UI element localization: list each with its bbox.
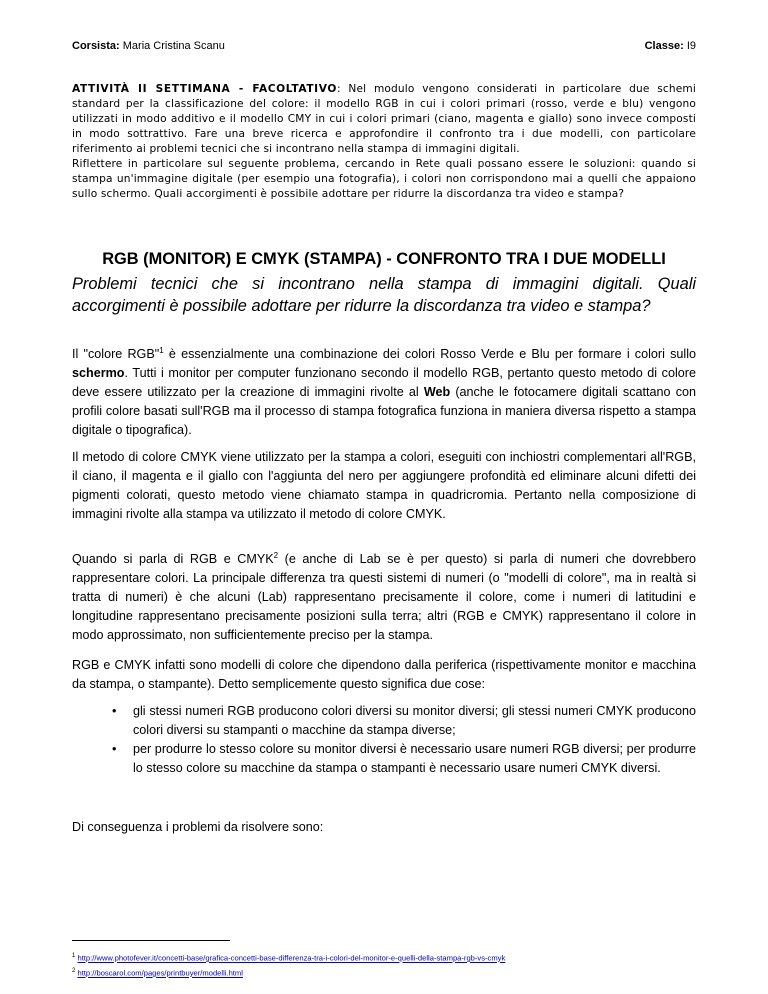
p1-text-d: (anche le fotocamere digitali scattano con profili colore basati sull'RGB ma il processo di stampa fotografica funziona in maniera diversa rispetto a stampa digitale o tipografica).	[72, 385, 696, 437]
footnote-1	[72, 951, 712, 964]
footnote-ref-1[interactable]: 1	[159, 345, 164, 355]
p3-text-b: (e anche di Lab se è per questo) si parla di numeri che dovrebbero rappresentare colori. La principale differenza tra questi sistemi di numeri (o "modelli di colore", ma in realtà si tratta di numeri) è che alcuni (Lab) rappresentano precisamente il colore, come i numeri di latitudini e longitudine rappresentano precisamente posizioni sulla terra; altri (RGB e CMYK) rappresentano il colore in modo approssimato, non sufficientemente preciso per la stampa.	[72, 552, 696, 642]
footnote-1-link[interactable]: http://www.photofever.it/concetti-base/grafica-concetti-base-differenza-tra-i-colori-del-monitor-e-quelli-della-stampa-rgb-vs-cmyk	[77, 953, 506, 963]
activity-assignment	[72, 82, 696, 202]
paragraph-rgb	[72, 345, 696, 440]
footnote-2-number: 2	[72, 968, 76, 974]
bullet-text-2: per produrre lo stesso colore su monitor diversi è necessario usare numeri RGB diversi; per produrre lo stesso colore su macchine da stampa o stampanti è necessario usare numeri CMYK diversi.	[133, 742, 696, 775]
paragraph-cmyk: Il metodo di colore CMYK viene utilizzato per la stampa a colori, eseguiti con inchiostri complementari all'RGB, il ciano, il magenta e il giallo con l'aggiunta del nero per aggiungere profondità ed eliminare alcuni difetti dei pigmenti colorati, questo metodo viene chiamato stampa in quadricromia. Pertanto nella composizione di immagini rivolte alla stampa va utilizzato il metodo di colore CMYK.	[72, 450, 696, 521]
activity-paragraph-1	[72, 82, 696, 157]
footnote-separator	[72, 940, 230, 941]
paragraph-device-dependent: RGB e CMYK infatti sono modelli di colore che dipendono dalla periferica (rispettivamente monitor e macchina da stampa, o stampante). Detto semplicemente questo significa due cose:	[72, 658, 696, 691]
header-class	[645, 40, 696, 52]
p3-text-a: Quando si parla di RGB e CMYK	[72, 552, 274, 566]
footnote-ref-2[interactable]: 2	[273, 550, 279, 560]
list-item	[112, 740, 696, 778]
header-student	[72, 40, 225, 52]
activity-text-1: : Nel modulo vengono considerati in particolare due schemi standard per la classificazione del colore: il modello RGB in cui i colori primari (rosso, verde e blu) vengono utilizzati in modo additivo e il modello CMY in cui i colori primari (ciano, magenta e giallo) sono invece composti in modo sottrattivo. Fare una breve ricerca e approfondire il confronto tra i due modelli, con particolare riferimento ai problemi tecnici che si incontrano nella stampa di immagini digitali.	[72, 83, 696, 155]
document-title: RGB (MONITOR) E CMYK (STAMPA) - CONFRONTO TRA I DUE MODELLI	[102, 250, 666, 268]
header-student-name: Maria Cristina Scanu	[122, 40, 225, 52]
bullet-icon: •	[112, 704, 117, 718]
p1-text-a: Il "colore RGB"	[72, 347, 160, 361]
paragraph-color-numbers	[72, 550, 696, 645]
activity-heading: ATTIVITÀ II SETTIMANA - FACOLTATIVO	[72, 83, 337, 95]
p1-bold-web: Web	[423, 385, 451, 399]
p1-text-b: è essenzialmente una combinazione dei colori Rosso Verde e Blu per formare i colori sullo	[163, 347, 697, 361]
p1-bold-schermo: schermo	[72, 366, 125, 380]
paragraph-problems-intro: Di conseguenza i problemi da risolvere sono:	[72, 820, 324, 834]
header-class-label: Classe:	[644, 40, 684, 52]
bullet-text-1: gli stessi numeri RGB producono colori diversi su monitor diversi; gli stessi numeri CMYK producono colori diversi su stampanti o macchine da stampa diverse;	[133, 704, 696, 737]
bullet-icon: •	[112, 742, 117, 756]
footnote-2-link[interactable]: http://boscarol.com/pages/printbuyer/modelli.html	[77, 968, 243, 978]
document-subtitle: Problemi tecnici che si incontrano nella stampa di immagini digitali. Quali accorgimenti è possibile adottare per ridurre la discordanza tra video e stampa?	[72, 275, 696, 315]
page-header	[72, 40, 696, 56]
bullet-list	[112, 702, 696, 778]
footnote-2	[72, 966, 712, 979]
activity-paragraph-2: Riflettere in particolare sul seguente problema, cercando in Rete quali possano essere le soluzioni: quando si stampa un'immagine digitale (per esempio una fotografia), i colori non corrispondono mai a quelli che appaiono sullo schermo. Quali accorgimenti è possibile adottare per ridurre la discordanza tra video e stampa?	[72, 158, 696, 200]
header-student-label: Corsista:	[72, 40, 120, 52]
footnote-1-number: 1	[72, 953, 76, 959]
header-class-value: I9	[686, 40, 696, 52]
p1-text-c: . Tutti i monitor per computer funzionano secondo il modello RGB, pertanto questo metodo di colore deve essere utilizzato per la creazione di immagini rivolte al	[72, 366, 696, 399]
list-item	[112, 702, 696, 740]
